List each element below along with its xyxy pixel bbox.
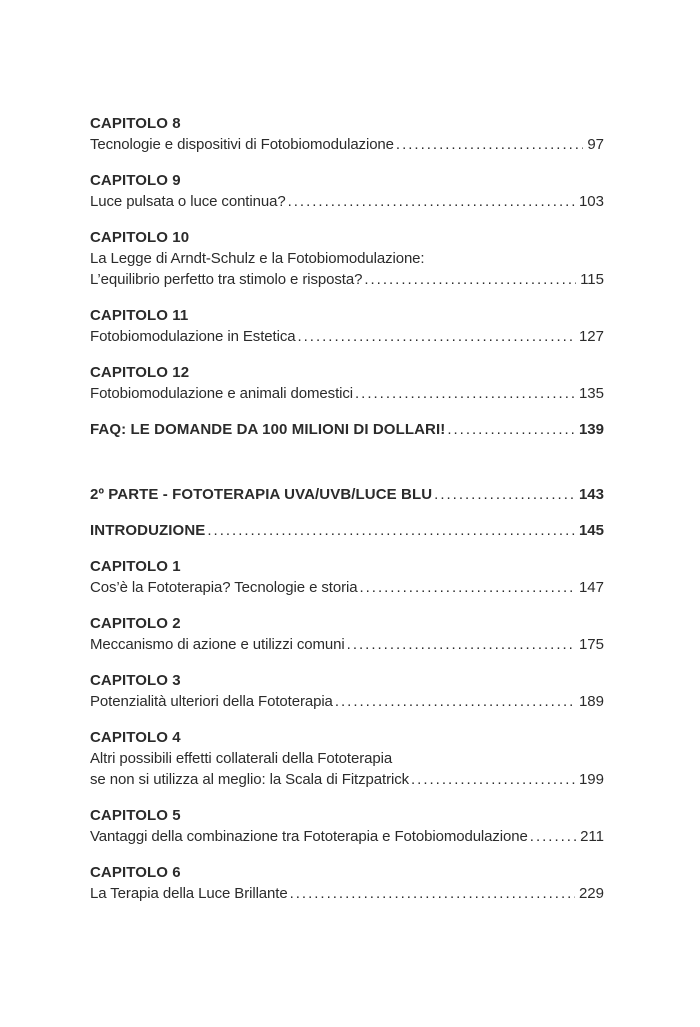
dot-leader [290, 883, 575, 904]
toc-entry [90, 362, 604, 404]
toc-line [90, 769, 604, 790]
toc-line [90, 326, 604, 347]
toc-line-text: Tecnologie e dispositivi di Fotobiomodulazione [90, 136, 394, 153]
toc-line-text: Vantaggi della combinazione tra Fototerapia e Fotobiomodulazione [90, 828, 528, 845]
chapter-heading: CAPITOLO 10 [90, 229, 190, 246]
page-number: 189 [578, 693, 604, 710]
toc-entry [90, 727, 604, 790]
toc-line-text: 2º PARTE - FOTOTERAPIA UVA/UVB/LUCE BLU [90, 486, 433, 503]
dot-leader [364, 269, 576, 290]
toc-entry [90, 484, 604, 505]
toc-entry [90, 556, 604, 598]
chapter-heading: CAPITOLO 4 [90, 729, 181, 746]
dot-leader [434, 484, 575, 505]
toc-line [90, 191, 604, 212]
chapter-heading: CAPITOLO 9 [90, 172, 181, 189]
page-number: 211 [580, 828, 604, 845]
toc-line [90, 883, 604, 904]
toc-entry [90, 670, 604, 712]
page-number: 147 [578, 579, 604, 596]
toc-line [90, 484, 604, 505]
chapter-heading: CAPITOLO 11 [90, 307, 189, 324]
toc-line [90, 269, 604, 290]
toc-line-text: INTRODUZIONE [90, 522, 206, 539]
toc-line [90, 383, 604, 404]
toc-entry [90, 419, 604, 440]
toc-line [90, 248, 604, 269]
page-number: 199 [578, 771, 604, 788]
toc-entry [90, 227, 604, 290]
dot-leader [411, 769, 575, 790]
page-number: 143 [578, 486, 604, 503]
page-number: 103 [578, 193, 604, 210]
toc-line [90, 134, 604, 155]
dot-leader [396, 134, 583, 155]
dot-leader [359, 577, 575, 598]
toc-line [90, 520, 604, 541]
chapter-heading: CAPITOLO 3 [90, 672, 181, 689]
toc-line-text: Altri possibili effetti collaterali della Fototerapia [90, 750, 393, 767]
page-number: 97 [587, 136, 604, 153]
toc-line [90, 826, 604, 847]
toc-line-text: Fotobiomodulazione e animali domestici [90, 385, 354, 402]
toc-entry [90, 305, 604, 347]
toc-line-text: L’equilibrio perfetto tra stimolo e risposta? [90, 271, 363, 288]
dot-leader [347, 634, 575, 655]
page-number: 127 [578, 328, 604, 345]
chapter-heading: CAPITOLO 5 [90, 807, 181, 824]
toc-line-text: La Terapia della Luce Brillante [90, 885, 288, 902]
page-number: 135 [578, 385, 604, 402]
toc-line-text: Fotobiomodulazione in Estetica [90, 328, 296, 345]
page-number: 145 [578, 522, 604, 539]
chapter-heading: CAPITOLO 6 [90, 864, 181, 881]
page-number: 115 [580, 271, 604, 288]
toc-line-text: Meccanismo di azione e utilizzi comuni [90, 636, 345, 653]
toc-line [90, 748, 604, 769]
toc-line-text: FAQ: LE DOMANDE DA 100 MILIONI DI DOLLARI! [90, 421, 446, 438]
toc-entry [90, 805, 604, 847]
toc-line-text: Cos’è la Fototerapia? Tecnologie e storia [90, 579, 358, 596]
toc-line-text: se non si utilizza al meglio: la Scala di Fitzpatrick [90, 771, 410, 788]
toc-entry [90, 520, 604, 541]
toc-line [90, 691, 604, 712]
chapter-heading: CAPITOLO 8 [90, 115, 181, 132]
dot-leader [355, 383, 575, 404]
chapter-heading: CAPITOLO 12 [90, 364, 190, 381]
dot-leader [297, 326, 575, 347]
toc-line-text: Luce pulsata o luce continua? [90, 193, 286, 210]
page-number: 229 [578, 885, 604, 902]
toc-entry [90, 862, 604, 904]
toc-line-text: Potenzialità ulteriori della Fototerapia [90, 693, 333, 710]
dot-leader [207, 520, 575, 541]
chapter-heading: CAPITOLO 1 [90, 558, 181, 575]
toc-entry [90, 113, 604, 155]
toc-entry [90, 613, 604, 655]
dot-leader [447, 419, 575, 440]
toc-line-text: La Legge di Arndt-Schulz e la Fotobiomodulazione: [90, 250, 425, 267]
chapter-heading: CAPITOLO 2 [90, 615, 181, 632]
page-number: 139 [578, 421, 604, 438]
toc-line [90, 577, 604, 598]
dot-leader [530, 826, 576, 847]
toc-line [90, 419, 604, 440]
dot-leader [335, 691, 575, 712]
toc-line [90, 634, 604, 655]
toc-entry [90, 170, 604, 212]
dot-leader [288, 191, 575, 212]
page-number: 175 [578, 636, 604, 653]
